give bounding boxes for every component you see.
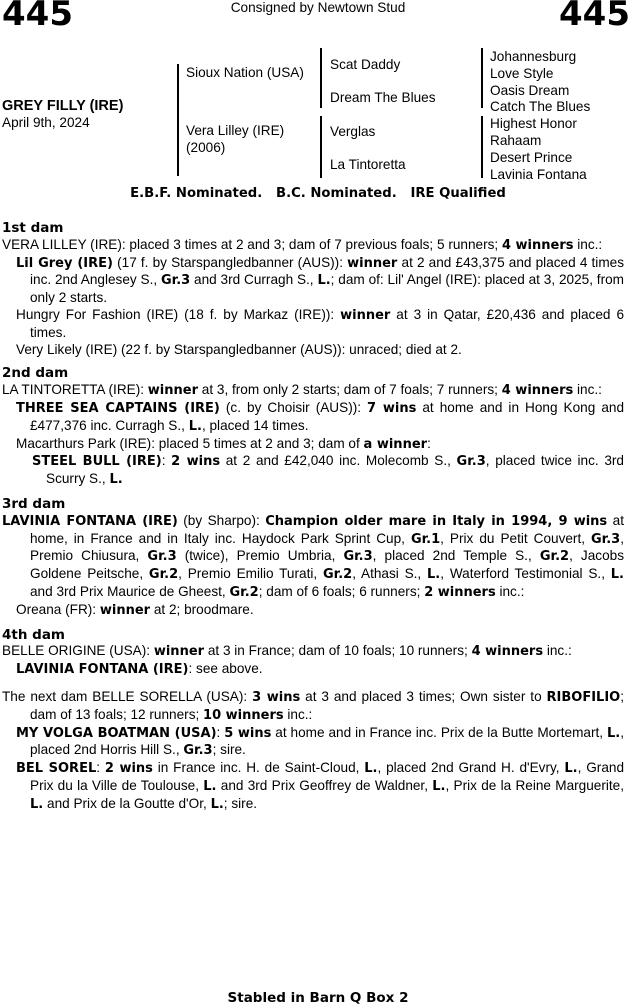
sire: Sioux Nation (USA) <box>186 65 304 80</box>
nominations-line: E.B.F. Nominated. B.C. Nominated. IRE Qualified <box>130 186 506 201</box>
progeny-macarthurs-park: Macarthurs Park (IRE): placed 5 times at 2 and 3; dam of a winner: <box>16 435 431 452</box>
pedigree-divider-1 <box>177 64 179 176</box>
progeny-bel-sorel: BEL SOREL: 2 wins in France inc. H. de Saint-Cloud, L., placed 2nd Grand H. d'Evry, L., Grand Prix du la Ville de Toulouse, L. and 3rd Prix Geoffrey de Waldner, L., Prix de la Reine Marguerite, L. and Prix de la Goutte d'Or, L.; sire. <box>16 760 625 812</box>
progeny-my-volga-boatman: MY VOLGA BOATMAN (USA): 5 wins at home and in France inc. Prix de la Butte Mortemart, L., placed 2nd Horris Hill S., Gr.3; sire. <box>16 724 624 759</box>
dam-sire: Verglas <box>330 124 376 139</box>
progeny-very-likely: Very Likely (IRE) (22 f. by Starspangledbanner (AUS)): unraced; died at 2. <box>16 341 462 357</box>
pedigree-divider-2b <box>320 116 322 178</box>
pedigree-divider-2a <box>320 48 322 108</box>
g3-ancestor: Highest Honor <box>490 116 577 132</box>
stabling-info: Stabled in Barn Q Box 2 <box>227 990 409 1006</box>
g3-ancestor: Johannesburg <box>490 49 577 64</box>
pedigree-table <box>0 46 636 182</box>
g3-ancestor: Catch The Blues <box>490 99 591 115</box>
progeny-hungry-for-fashion: Hungry For Fashion (IRE) (18 f. by Markaz (IRE)): winner at 3 in Qatar, £20,436 and placed 6 times. <box>16 306 625 340</box>
second-dam-heading: 2nd dam <box>2 365 69 382</box>
next-dam-main: The next dam BELLE SORELLA (USA): 3 wins at 3 and placed 3 times; Own sister to RIBOFILIO; dam of 13 foals; 12 runners; 10 winners inc.: <box>2 688 625 723</box>
catalogue-body <box>2 220 624 814</box>
first-dam-heading: 1st dam <box>2 220 64 236</box>
dam: Vera Lilley (IRE) (2006) <box>186 123 285 155</box>
pedigree-divider-3a <box>481 48 483 108</box>
g3-ancestor: Oasis Dream <box>490 82 570 98</box>
third-generation <box>490 49 590 183</box>
g3-ancestor: Desert Prince <box>490 149 573 165</box>
progeny-lavinia-fontana: LAVINIA FONTANA (IRE): see above. <box>16 661 263 678</box>
second-dam-main: LA TINTORETTA (IRE): winner at 3, from only 2 starts; dam of 7 foals; 7 runners; 4 winners inc.: <box>2 382 602 399</box>
progeny-steel-bull: STEEL BULL (IRE): 2 wins at 2 and £42,040 inc. Molecomb S., Gr.3, placed twice inc. 3rd Scurry S., L. <box>32 453 624 488</box>
foaling-date: April 9th, 2024 <box>2 115 90 130</box>
g3-ancestor: Love Style <box>490 65 554 81</box>
sire-sire: Scat Daddy <box>330 57 401 72</box>
progeny-lil-grey: Lil Grey (IRE) (17 f. by Starspangledbanner (AUS)): winner at 2 and £43,375 and placed 4 times inc. 2nd Anglesey S., Gr.3 and 3rd Curragh S., L.; dam of: Lil' Angel (IRE): placed at 3, 2025, from only 2 starts. <box>16 254 624 306</box>
first-dam-main: VERA LILLEY (IRE): placed 3 times at 2 and 3; dam of 7 previous foals; 5 runners; 4 winners inc.: <box>2 236 603 253</box>
fourth-dam-heading: 4th dam <box>2 626 65 643</box>
g3-ancestor: Lavinia Fontana <box>490 166 587 182</box>
third-dam-heading: 3rd dam <box>2 495 66 512</box>
progeny-three-sea-captains: THREE SEA CAPTAINS (IRE) (c. by Choisir (AUS)): 7 wins at home and in Hong Kong and £477,376 inc. Curragh S., L., placed 14 times. <box>16 399 625 434</box>
sire-dam: Dream The Blues <box>330 90 436 105</box>
horse-name: GREY FILLY (IRE) <box>2 98 124 114</box>
fourth-dam-main: BELLE ORIGINE (USA): winner at 3 in France; dam of 10 foals; 10 runners; 4 winners inc.: <box>2 643 572 660</box>
lot-number-left: 445 <box>2 0 73 34</box>
lot-number-right: 445 <box>559 0 630 34</box>
g3-ancestor: Rahaam <box>490 132 542 148</box>
dam-dam: La Tintoretta <box>330 157 406 172</box>
pedigree-divider-3b <box>481 116 483 178</box>
progeny-oreana: Oreana (FR): winner at 2; broodmare. <box>16 601 254 618</box>
third-dam-main: LAVINIA FONTANA (IRE) (by Sharpo): Champion older mare in Italy in 1994, 9 wins at home, in France and in Italy inc. Haydock Park Sprint Cup, Gr.1, Prix du Petit Couvert, Gr.3, Premio Chiusura, Gr.3 (twice), Premio Umbria, Gr.3, placed 2nd Temple S., Gr.2, Jacobs Goldene Peitsche, Gr.2, Premio Emilio Turati, Gr.2, Athasi S., L., Waterford Testimonial S., L. and 3rd Prix Maurice de Gheest, Gr.2; dam of 6 foals; 6 runners; 2 winners inc.: <box>2 512 624 600</box>
consignor-line: Consigned by Newtown Stud <box>230 0 406 15</box>
